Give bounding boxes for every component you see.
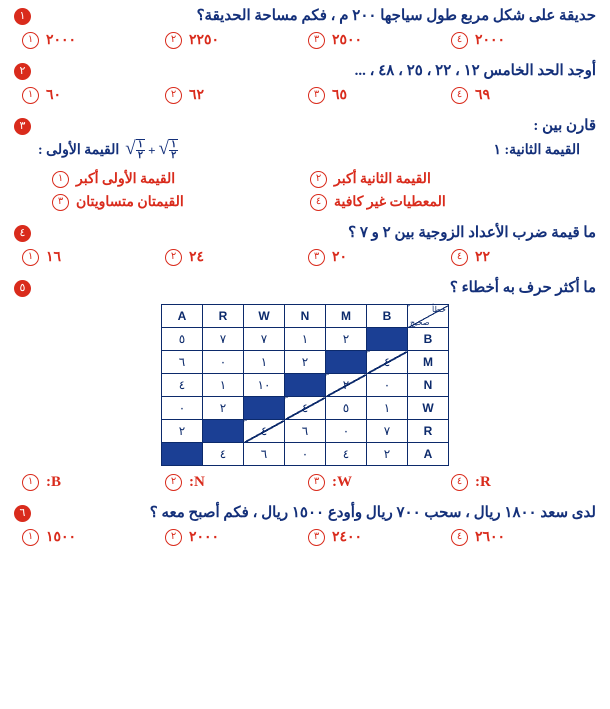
question-3-header: [12, 116, 598, 136]
question-2-text: أوجد الحد الخامس ١٢ ، ٢٢ ، ٢٥ ، ٤٨ ، ...: [354, 63, 596, 79]
radical-icon: [125, 140, 145, 161]
value-one-group: [38, 140, 178, 161]
question-5-header: [12, 278, 598, 298]
question-4-choice-3[interactable]: [308, 249, 451, 266]
choice-label: N:: [189, 474, 205, 490]
cell: ٧: [367, 420, 408, 443]
question-2-header: [12, 61, 598, 81]
cell: ٢: [367, 443, 408, 466]
choice-label: ٢٥٠٠: [332, 33, 363, 48]
table-corner-cell: [408, 305, 449, 328]
row-header-n: N: [408, 374, 449, 397]
question-2-number: ٢: [14, 63, 31, 80]
table-row: [162, 374, 449, 397]
question-5-choice-2[interactable]: [165, 474, 308, 491]
choice-marker: ٤: [451, 474, 468, 491]
choice-label: ٢٤٠٠: [332, 530, 363, 545]
choice-label: ١٦: [46, 250, 62, 265]
question-2-choice-1[interactable]: [22, 87, 165, 104]
question-4-text: ما قيمة ضرب الأعداد الزوجية بين ٢ و ٧ ؟: [348, 225, 596, 241]
question-2-choice-3[interactable]: [308, 87, 451, 104]
choice-marker: ٢: [165, 32, 182, 49]
fraction-one: [136, 139, 145, 161]
choice-marker: ٤: [451, 87, 468, 104]
question-4-choice-1[interactable]: [22, 249, 165, 266]
row-header-m: M: [408, 351, 449, 374]
cell: ١: [285, 328, 326, 351]
question-3: [12, 116, 598, 211]
col-header-w: W: [244, 305, 285, 328]
choice-label: المعطيات غير كافية: [334, 195, 446, 210]
choice-marker: ٤: [451, 529, 468, 546]
choice-marker: ٣: [308, 474, 325, 491]
question-1-choice-4[interactable]: [451, 32, 594, 49]
col-header-m: M: [326, 305, 367, 328]
question-6-choice-1[interactable]: [22, 529, 165, 546]
question-1-choice-3[interactable]: [308, 32, 451, 49]
choice-label: ٢٤: [189, 250, 205, 265]
cell-diagonal: ٤: [367, 351, 408, 374]
question-5-text: ما أكثر حرف به أخطاء ؟: [449, 280, 596, 296]
errors-matrix-table: [161, 304, 449, 466]
choice-marker: ٢: [310, 171, 327, 188]
cell: ٠: [367, 374, 408, 397]
choice-label: ٢٢٥٠: [189, 33, 220, 48]
question-2: [12, 61, 598, 104]
choice-label: ٢٠: [332, 250, 348, 265]
cell: ٦: [244, 443, 285, 466]
radical-icon: [159, 140, 179, 161]
choice-marker: ٣: [308, 249, 325, 266]
col-header-n: N: [285, 305, 326, 328]
choice-label: ٢٠٠٠: [189, 530, 220, 545]
row-header-w: W: [408, 397, 449, 420]
question-6-choice-4[interactable]: [451, 529, 594, 546]
question-3-choice-4[interactable]: [310, 194, 568, 211]
choice-marker: ٢: [165, 87, 182, 104]
cell-diagonal: ٤: [244, 420, 285, 443]
cell-filled: [244, 397, 285, 420]
corner-label-error: خطأ: [432, 305, 446, 314]
question-3-choice-1[interactable]: [52, 171, 310, 188]
question-6-header: [12, 503, 598, 523]
corner-label-correct: صحيح: [410, 318, 430, 327]
cell: ١: [203, 374, 244, 397]
choice-marker: ٢: [165, 249, 182, 266]
cell-diagonal: ٢: [326, 374, 367, 397]
cell: ٢: [285, 351, 326, 374]
choice-label: ٦٥: [332, 88, 348, 103]
fraction-numerator: ١: [170, 139, 177, 150]
question-2-choices: [12, 87, 598, 104]
cell: ٤: [162, 374, 203, 397]
choice-label: ٢٢: [475, 250, 491, 265]
choice-label: القيمتان متساويتان: [76, 195, 184, 210]
question-1-number: ١: [14, 8, 31, 25]
question-5-choice-3[interactable]: [308, 474, 451, 491]
cell: ٧: [203, 328, 244, 351]
cell: ٥: [162, 328, 203, 351]
cell: ١: [367, 397, 408, 420]
row-header-a: A: [408, 443, 449, 466]
question-3-choice-3[interactable]: [52, 194, 310, 211]
cell: ٤: [203, 443, 244, 466]
question-4-choices: [12, 249, 598, 266]
choice-label: B:: [46, 474, 62, 490]
cell-filled: [326, 351, 367, 374]
col-header-a: A: [162, 305, 203, 328]
choice-marker: ٣: [308, 32, 325, 49]
cell: ٤: [326, 443, 367, 466]
question-5-choice-1[interactable]: [22, 474, 165, 491]
question-6-choice-2[interactable]: [165, 529, 308, 546]
cell: ٦: [285, 420, 326, 443]
cell: ٦: [162, 351, 203, 374]
question-1-text: حديقة على شكل مربع طول سياجها ٢٠٠ م ، فكم مساحة الحديقة؟: [196, 8, 596, 24]
cell: ٠: [285, 443, 326, 466]
cell: ٠: [203, 351, 244, 374]
choice-label: ٦٢: [189, 88, 205, 103]
question-1: [12, 6, 598, 49]
question-1-header: [12, 6, 598, 26]
question-3-number: ٣: [14, 118, 31, 135]
fraction-two: [169, 139, 178, 161]
choice-marker: ١: [22, 474, 39, 491]
question-3-compare-row: [12, 136, 598, 161]
cell: ٠: [162, 397, 203, 420]
choice-marker: ٤: [451, 32, 468, 49]
table-row: [162, 443, 449, 466]
choice-marker: ١: [52, 171, 69, 188]
cell-filled: [203, 420, 244, 443]
operator-plus: +: [148, 142, 156, 158]
question-6-text: لدى سعد ١٨٠٠ ريال ، سحب ٧٠٠ ريال وأودع ١٥٠٠ ريال ، فكم أصبح معه ؟: [149, 505, 596, 521]
question-3-text: قارن بين :: [533, 118, 596, 134]
choice-marker: ١: [22, 87, 39, 104]
question-5-number: ٥: [14, 280, 31, 297]
cell-filled: [285, 374, 326, 397]
choice-label: ١٥٠٠: [46, 530, 77, 545]
question-2-choice-4[interactable]: [451, 87, 594, 104]
choice-marker: ٢: [165, 529, 182, 546]
row-header-r: R: [408, 420, 449, 443]
choice-marker: ٢: [165, 474, 182, 491]
table-header-row: [162, 305, 449, 328]
question-3-choice-2[interactable]: [310, 171, 568, 188]
question-5-choices: [12, 466, 598, 491]
cell: ٢: [326, 328, 367, 351]
question-1-choice-1[interactable]: [22, 32, 165, 49]
radical-sign: √: [125, 138, 136, 159]
row-header-b: B: [408, 328, 449, 351]
choice-marker: ٤: [451, 249, 468, 266]
table-row: [162, 351, 449, 374]
choice-marker: ٣: [52, 194, 69, 211]
question-1-choice-2[interactable]: [165, 32, 308, 49]
cell: ١: [244, 351, 285, 374]
question-4-choice-2[interactable]: [165, 249, 308, 266]
question-6: [12, 503, 598, 546]
question-4-number: ٤: [14, 225, 31, 242]
cell-filled: [367, 328, 408, 351]
choice-marker: ١: [22, 249, 39, 266]
question-3-choices: [12, 161, 598, 211]
choice-label: W:: [332, 474, 352, 490]
question-5-choice-4[interactable]: [451, 474, 594, 491]
value-one-expression: [125, 140, 178, 161]
choice-label: ٢٠٠٠: [46, 33, 77, 48]
cell: ٥: [326, 397, 367, 420]
col-header-r: R: [203, 305, 244, 328]
choice-marker: ٣: [308, 529, 325, 546]
col-header-b: B: [367, 305, 408, 328]
fraction-numerator: ١: [137, 139, 144, 150]
question-2-choice-2[interactable]: [165, 87, 308, 104]
cell: ٠: [326, 420, 367, 443]
choice-label: R:: [475, 474, 491, 490]
question-4-choice-4[interactable]: [451, 249, 594, 266]
fraction-denominator: ٢: [137, 150, 144, 161]
question-6-number: ٦: [14, 505, 31, 522]
cell-diagonal: ٤: [285, 397, 326, 420]
choice-label: ٦٠: [46, 88, 62, 103]
choice-label: القيمة الأولى أكبر: [76, 172, 176, 187]
question-6-choices: [12, 529, 598, 546]
radical-sign: √: [158, 138, 169, 159]
question-1-choices: [12, 32, 598, 49]
table-row: [162, 397, 449, 420]
choice-label: القيمة الثانية أكبر: [334, 172, 431, 187]
value-two-label: القيمة الثانية: ١: [493, 143, 580, 158]
cell: ٧: [244, 328, 285, 351]
cell: ٢: [162, 420, 203, 443]
choice-marker: ٣: [308, 87, 325, 104]
choice-marker: ١: [22, 529, 39, 546]
cell-filled: [162, 443, 203, 466]
choice-label: ٢٠٠٠: [475, 33, 506, 48]
cell: ١٠: [244, 374, 285, 397]
question-5: [12, 278, 598, 491]
choice-marker: ١: [22, 32, 39, 49]
table-row: [162, 328, 449, 351]
table-row: [162, 420, 449, 443]
choice-marker: ٤: [310, 194, 327, 211]
question-5-table-wrapper: [12, 304, 598, 466]
question-6-choice-3[interactable]: [308, 529, 451, 546]
cell: ٢: [203, 397, 244, 420]
question-4-header: [12, 223, 598, 243]
choice-label: ٦٩: [475, 88, 491, 103]
question-4: [12, 223, 598, 266]
fraction-denominator: ٢: [170, 150, 177, 161]
choice-label: ٢٦٠٠: [475, 530, 506, 545]
value-one-label: القيمة الأولى :: [38, 143, 120, 158]
